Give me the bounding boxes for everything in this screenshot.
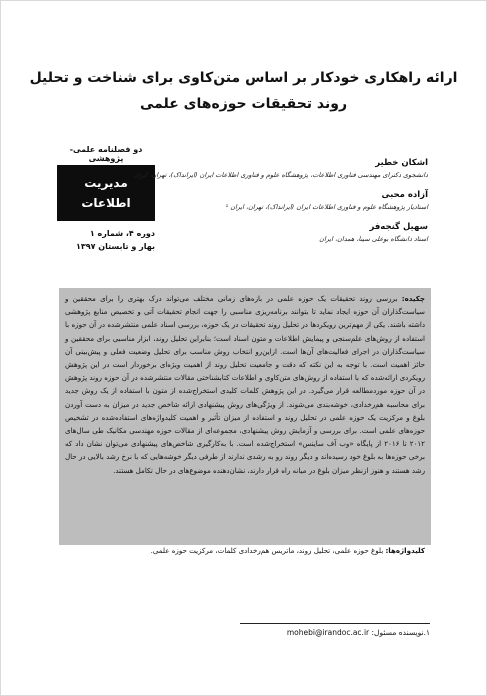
journal-season: بهار و تابستان ۱۳۹۷	[75, 242, 155, 251]
abstract-label: چکیده:	[401, 294, 425, 303]
keywords	[59, 544, 431, 557]
journal-name-line2: اطلاعات	[81, 196, 131, 210]
author-name: اشکان خطیر	[375, 158, 428, 168]
author-entry	[128, 221, 428, 245]
abstract-box	[59, 288, 431, 545]
abstract-text: بررسی روند تحقیقات یک حوزه علمی در بازه‌های زمانی مختلف می‌تواند درک بهتری را برای محققین و سیاست‌گذاران آن حوزه ایجاد نماید تا بتوانند برنامه‌ریزی مناسبی را جهت انجام تحقیقات آتی و تخصیص منابع پژوهشی داشته باشند. یکی از مهم‌ترین رویکردها در تحلیل روند تحقیقات در یک حوزه، بررسی اسناد علمی منتشرشده در آن حوزه با استفاده از روش‌های علم‌سنجی و پیمایش اطلاعات و متون اسناد است؛ بنابراین تحلیل روند، ابزار مناسبی برای محققین و سیاست‌گذاران در اجرای فعالیت‌های آن‌ها است. ازاین‌رو انتخاب روش مناسب برای تحلیل وضعیت فعلی و پیش‌بینی آن حائز اهمیت است. با توجه به این نکته که دقت و جامعیت تحلیل روند از اهمیت ویژه‌ای برخوردار است در این پژوهش رویکردی ارائه‌شده که با استفاده از روش‌های متن‌کاوی و اطلاعات کتابشناختی مقالات منتشرشده در آن حوزه روند پژوهش در آن حوزه موردمطالعه قرار می‌گیرد. در این پژوهش کلمات کلیدی استخراج‌شده از متون با استفاده از یک روش جدید برای محاسبه هم‌رخدادی، خوشه‌بندی می‌شوند. از ویژگی‌های روش پیشنهادی ارائه شاخص جدید در میزان به دست آوردن بلوغ و مرکزیت یک حوزه علمی در تحلیل روند و استفاده از میزان تأثیر و اهمیت کلیدواژه‌های استفاده‌شده در تشخیص حوزه‌های علمی است. برای بررسی و آزمایش روش پیشنهادی، مجموعه‌ای از مقالات حوزه مهندسی مکانیک طی سال‌های ۲۰۱۲ تا ۲۰۱۶ از پایگاه «وب آف ساینس» استخراج‌شده است. با به‌کارگیری شاخص‌های پیشنهادی می‌توان نشان داد که برخی حوزه‌ها به بلوغ خود رسیده‌اند و دیگر روند رو به رشدی ندارند از طرفی دیگر خوشه‌هایی که با نرخ رشد بالایی در حال رشد هستند و هنوز ازنظر میزان بلوغ در میانه راه قرار دارند، نشان‌دهنده موضوع‌های در حال تکامل هستند.	[64, 294, 425, 475]
footnote-divider	[240, 623, 430, 624]
paper-title: ارائه راهکاری خودکار بر اساس متن‌کاوی برای شناخت و تحلیل روند تحقیقات حوزه‌های علمی	[29, 70, 458, 112]
authors-block	[128, 157, 428, 253]
journal-type: دو فصلنامه علمی- پژوهشی	[69, 145, 143, 163]
author-entry	[128, 157, 428, 181]
author-entry	[128, 189, 428, 213]
footnote-email[interactable]: mohebi@irandoc.ac.ir	[286, 628, 370, 637]
author-affiliation: دانشجوی دکترای مهندسی فناوری اطلاعات، پژوهشگاه علوم و فناوری اطلاعات ایران (ایرانداک)، تهران، ایران	[133, 171, 428, 179]
author-name: آزاده محبی	[381, 190, 428, 200]
author-name: سهیل گنجه‌فر	[369, 222, 428, 232]
author-affiliation: استاد دانشگاه بوعلی سینا، همدان، ایران	[319, 235, 428, 243]
journal-name-line1: مدیریت	[84, 176, 128, 190]
footnote	[100, 627, 430, 639]
author-affiliation: استادیار پژوهشگاه علوم و فناوری اطلاعات ایران (ایرانداک)، تهران، ایران ¹	[225, 203, 428, 211]
journal-volume: دوره ۴، شماره ۱	[89, 229, 155, 238]
footnote-text: ۱.نویسنده مسئول:	[369, 628, 430, 637]
keywords-text: بلوغ حوزه علمی، تحلیل روند، ماتریس هم‌رخدادی کلمات، مرکزیت حوزه علمی.	[150, 546, 386, 555]
keywords-label: کلیدواژه‌ها:	[385, 546, 425, 555]
